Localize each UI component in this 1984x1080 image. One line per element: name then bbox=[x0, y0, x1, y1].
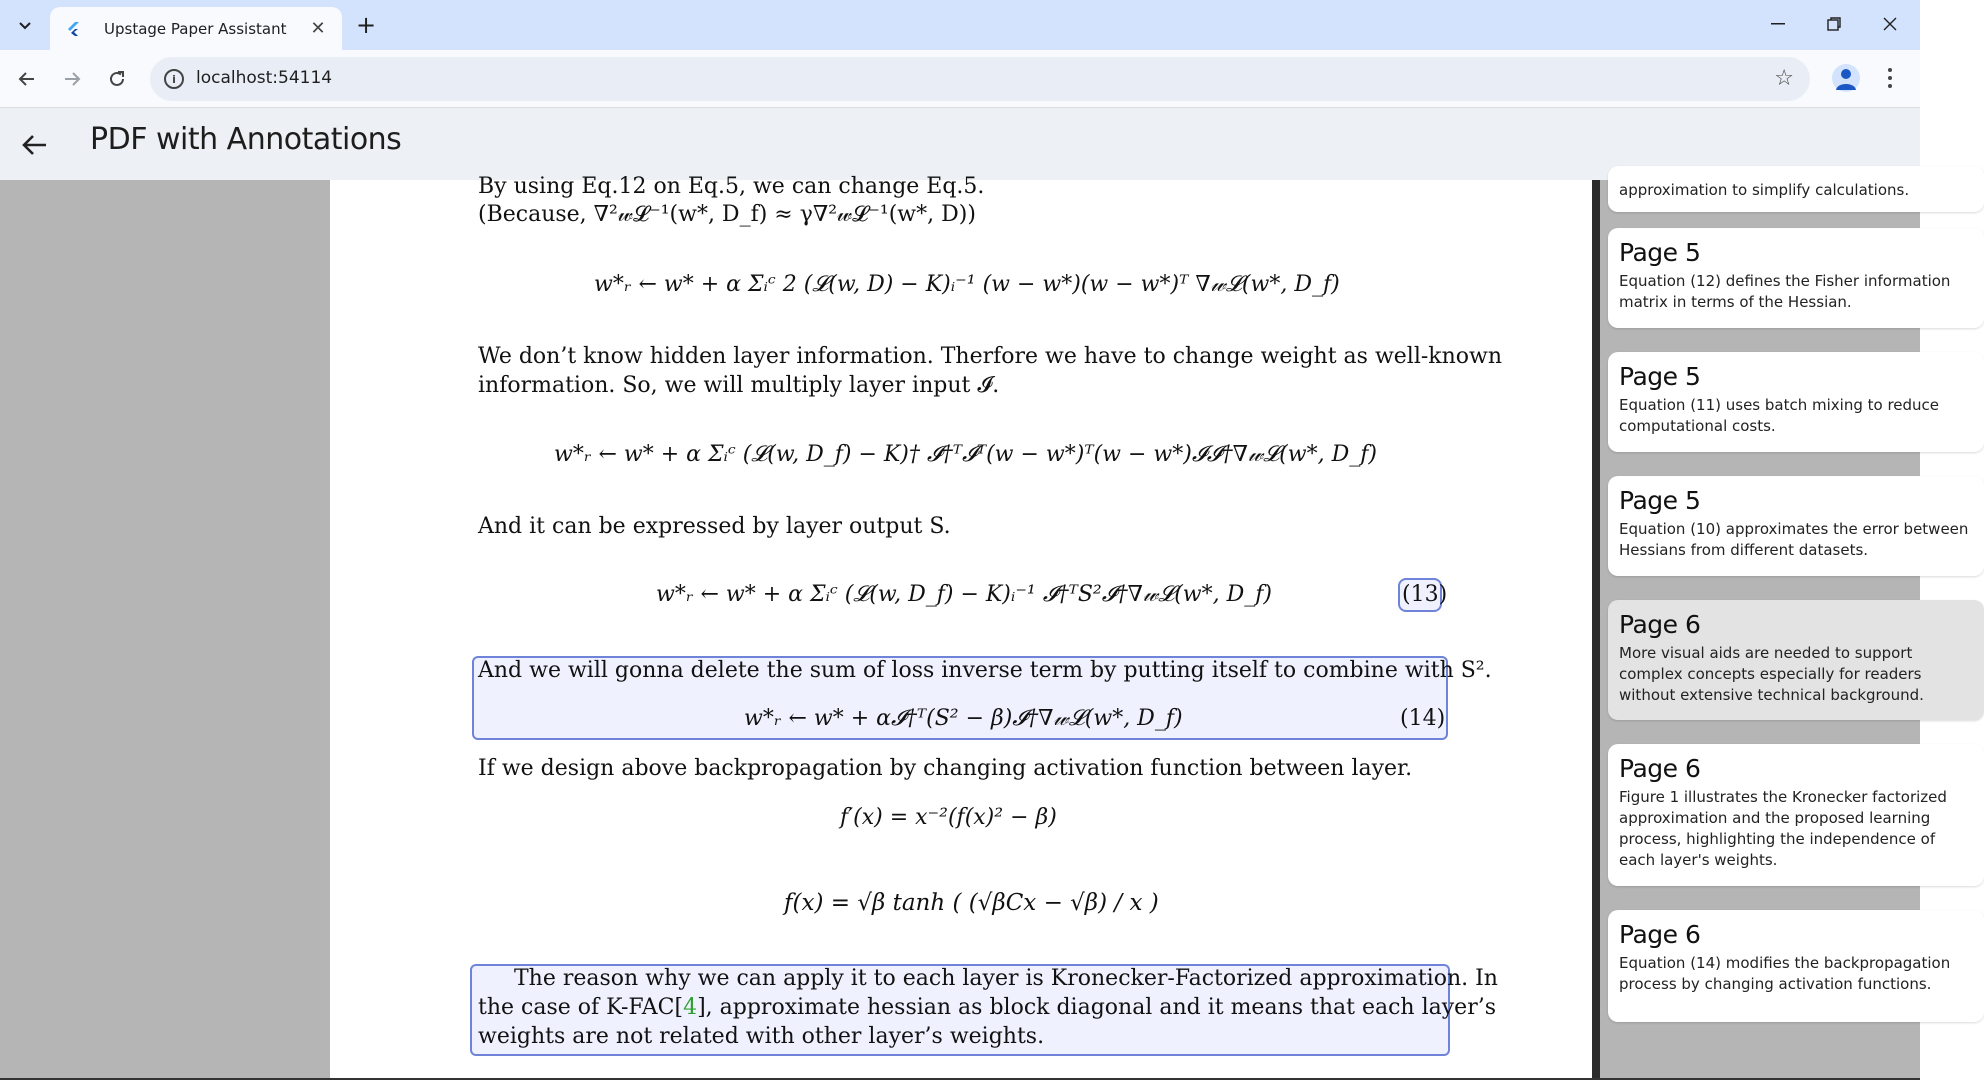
star-icon[interactable]: ☆ bbox=[1774, 66, 1794, 91]
browser-tab[interactable] bbox=[50, 7, 342, 50]
equation-number: (14) bbox=[1400, 706, 1446, 731]
citation-link[interactable]: 4 bbox=[683, 995, 698, 1020]
pdf-text-line: By using Eq.12 on Eq.5, we can change Eq.5. bbox=[478, 174, 985, 199]
equation: f(x) = √β tanh ( (√βCx − √β) / x ) bbox=[784, 890, 1159, 916]
app-back-icon[interactable] bbox=[18, 128, 52, 162]
equation: w*ᵣ ← w* + α Σᵢᶜ 2 (𝓛(w, D) − K)ᵢ⁻¹ (w − w*)(w − w*)ᵀ ∇𝓌𝓛(w*, D_f) bbox=[594, 272, 1340, 297]
tab-title: Upstage Paper Assistant bbox=[104, 19, 287, 38]
browser-toolbar bbox=[0, 50, 1920, 108]
annotation-card[interactable] bbox=[1608, 744, 1984, 886]
annotation-sidebar[interactable] bbox=[1592, 180, 1969, 1080]
annotation-text: Equation (11) uses batch mixing to reduce computational costs. bbox=[1619, 396, 1940, 435]
close-icon[interactable]: ✕ bbox=[310, 18, 326, 39]
back-button[interactable] bbox=[12, 64, 42, 94]
menu-icon[interactable] bbox=[1880, 64, 1900, 92]
address-bar[interactable] bbox=[150, 57, 1810, 101]
annotation-card-selected[interactable] bbox=[1608, 600, 1984, 720]
annotation-page: Page 5 bbox=[1619, 238, 1701, 267]
info-icon[interactable]: i bbox=[164, 69, 184, 89]
profile-icon[interactable] bbox=[1832, 64, 1860, 92]
equation: f′(x) = x⁻²(f(x)² − β) bbox=[840, 805, 1057, 830]
annotation-card[interactable] bbox=[1608, 352, 1984, 452]
annotation-text: approximation to simplify calculations. bbox=[1619, 181, 1910, 199]
equation: w*ᵣ ← w* + α𝓘†ᵀ(S² − β)𝓘†∇𝓌𝓛(w*, D_f) bbox=[744, 706, 1183, 731]
annotation-card[interactable] bbox=[1608, 166, 1984, 212]
flutter-icon bbox=[66, 21, 82, 37]
equation: w*ᵣ ← w* + α Σᵢᶜ (𝓛(w, D_f) − K)† 𝓘†ᵀ𝓘ᵀ(w − w*)ᵀ(w − w*)𝓘𝓘†∇𝓌𝓛(w*, D_f) bbox=[554, 442, 1377, 467]
sidebar-spine bbox=[1592, 180, 1600, 1080]
pdf-text-line: (Because, ∇²𝓌𝓛⁻¹(w*, D_f) ≈ γ∇²𝓌𝓛⁻¹(w*, D)) bbox=[478, 202, 976, 227]
reload-icon bbox=[108, 70, 126, 88]
pdf-text-line: The reason why we can apply it to each layer is Kronecker-Factorized approximation. In bbox=[514, 966, 1498, 991]
tab-search-icon bbox=[18, 21, 32, 31]
reload-button[interactable] bbox=[102, 64, 132, 94]
annotation-page: Page 6 bbox=[1619, 754, 1701, 783]
page-title: PDF with Annotations bbox=[90, 122, 402, 157]
annotation-text: Equation (12) defines the Fisher information matrix in terms of the Hessian. bbox=[1619, 272, 1951, 311]
pdf-text-line bbox=[478, 995, 1496, 1020]
pdf-page[interactable] bbox=[330, 174, 1592, 1080]
annotation-page: Page 5 bbox=[1619, 362, 1701, 391]
annotation-card[interactable] bbox=[1608, 910, 1984, 1022]
equation-number: (13) bbox=[1402, 582, 1448, 607]
url-text[interactable]: localhost:54114 bbox=[196, 68, 333, 88]
annotation-page: Page 5 bbox=[1619, 486, 1701, 515]
minimize-button[interactable] bbox=[1750, 0, 1806, 48]
pdf-text-line: And we will gonna delete the sum of loss inverse term by putting itself to combine with S². bbox=[478, 658, 1492, 683]
annotation-card[interactable] bbox=[1608, 476, 1984, 576]
pdf-text-line: We don’t know hidden layer information. Therfore we have to change weight as well-known bbox=[478, 344, 1503, 369]
restore-button[interactable] bbox=[1806, 0, 1862, 48]
plus-icon[interactable]: + bbox=[355, 11, 377, 39]
pdf-text: ], approximate hessian as block diagonal and it means that each layer’s bbox=[697, 995, 1496, 1020]
tab-strip bbox=[0, 0, 1920, 50]
annotation-page: Page 6 bbox=[1619, 920, 1701, 949]
annotation-text: Equation (14) modifies the backpropagation process by changing activation functions. bbox=[1619, 954, 1951, 993]
pdf-text-line: weights are not related with other layer’s weights. bbox=[478, 1024, 1045, 1049]
forward-icon bbox=[63, 70, 81, 88]
restore-icon bbox=[1827, 17, 1841, 31]
equation: w*ᵣ ← w* + α Σᵢᶜ (𝓛(w, D_f) − K)ᵢ⁻¹ 𝓘†ᵀS²𝓘†∇𝓌𝓛(w*, D_f) bbox=[656, 582, 1272, 607]
pdf-text-line: If we design above backpropagation by changing activation function between layer. bbox=[478, 756, 1413, 781]
content-area bbox=[0, 174, 1969, 1080]
pdf-text: the case of K-FAC[ bbox=[478, 995, 684, 1020]
back-icon bbox=[18, 70, 36, 88]
forward-button[interactable] bbox=[57, 64, 87, 94]
tab-search-button[interactable] bbox=[10, 11, 40, 41]
minimize-icon bbox=[1771, 23, 1785, 25]
pdf-text-line: And it can be expressed by layer output S. bbox=[478, 514, 951, 539]
annotation-page: Page 6 bbox=[1619, 610, 1701, 639]
annotation-text: Equation (10) approximates the error between Hessians from different datasets. bbox=[1619, 520, 1969, 559]
window-close-button[interactable] bbox=[1862, 0, 1918, 48]
window-close-icon bbox=[1883, 17, 1897, 31]
pdf-text-line: information. So, we will multiply layer input 𝓘. bbox=[478, 373, 1000, 398]
annotation-card[interactable] bbox=[1608, 228, 1984, 328]
annotation-text: More visual aids are needed to support complex concepts especially for readers without extensive technical background. bbox=[1619, 644, 1924, 704]
annotation-text: Figure 1 illustrates the Kronecker factorized approximation and the proposed learning process, highlighting the independence of each layer's weights. bbox=[1619, 788, 1947, 869]
